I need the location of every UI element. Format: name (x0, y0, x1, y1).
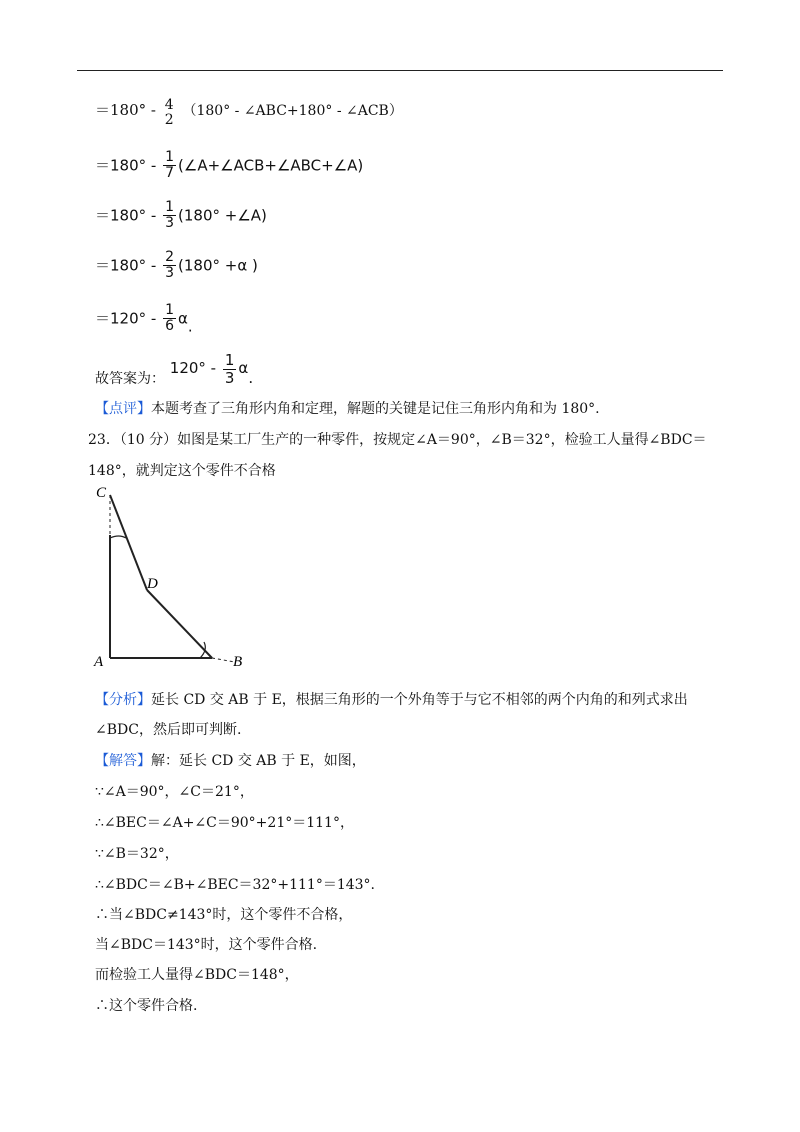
fraction-numerator: 1 (165, 199, 175, 215)
fraction-numerator: 1 (165, 149, 175, 165)
step-rest: α (178, 309, 188, 328)
step-1 (95, 98, 403, 129)
header-rule (77, 70, 723, 71)
fraction (163, 303, 176, 335)
step-lead: 180° - (110, 101, 156, 119)
step-lead: 180° - (110, 156, 157, 175)
solution-line-9: ∴这个零件合格. (95, 998, 198, 1014)
fraction (163, 150, 176, 182)
problem-text-1: 如图是某工厂生产的一种零件，按规定∠A＝90°，∠B＝32°，检验工人量得∠BDC＝ (177, 432, 707, 448)
answer-rest: α (238, 359, 249, 377)
analysis-line-1 (95, 689, 688, 709)
label-c: C (96, 485, 107, 501)
step-2 (95, 150, 363, 182)
fraction-denominator: 6 (165, 318, 175, 335)
angle-arc-b (200, 642, 205, 658)
answer-label: 故答案为： (95, 371, 165, 387)
analysis-tag: 【分析】 (95, 692, 151, 708)
fraction-numerator: 1 (165, 302, 175, 318)
equals-sign: ＝ (95, 156, 111, 175)
fraction (163, 250, 176, 282)
fraction-denominator: 3 (165, 265, 175, 282)
extension-dashed-b (212, 658, 235, 662)
solution-line-5: ∴∠BDC＝∠B+∠BEC＝32°+111°＝143°. (95, 877, 375, 893)
solution-line-1 (95, 750, 366, 770)
segment-db (147, 590, 212, 658)
problem-text-2: 148°，就判定这个零件不合格 (88, 463, 276, 479)
fraction-numerator: 4 (164, 97, 174, 113)
fraction-denominator: 3 (224, 368, 235, 387)
fraction-denominator: 7 (165, 165, 175, 182)
equals-sign: ＝ (95, 256, 111, 275)
problem-score: （10 分） (119, 432, 178, 448)
fraction-denominator: 3 (165, 215, 175, 232)
label-d: D (147, 576, 158, 592)
step-rest: (180° +∠A) (178, 206, 267, 225)
solution-line-6: ∴当∠BDC≠143°时，这个零件不合格， (95, 907, 353, 923)
step-rest: (180° +α ) (178, 256, 258, 275)
comment-text: 本题考查了三角形内角和定理，解题的关键是记住三角形内角和为 180°. (151, 401, 600, 417)
equals-sign: ＝ (95, 309, 111, 328)
problem-line-2 (88, 460, 276, 480)
comment-tag: 【点评】 (95, 401, 151, 417)
step-rest: （180° - ∠ABC+180° - ∠ACB） (182, 103, 403, 119)
problem-number: 23． (88, 432, 120, 448)
label-a: A (94, 654, 104, 670)
solution-line-3: ∴∠BEC＝∠A+∠C＝90°+21°＝111°， (95, 815, 354, 831)
label-b: B (233, 654, 243, 670)
solution-tag: 【解答】 (95, 753, 151, 769)
step-4 (95, 250, 258, 282)
solution-line-4: ∵∠B＝32°， (95, 846, 179, 862)
answer-lead: 120° - (169, 359, 217, 377)
step-lead: 180° - (110, 206, 157, 225)
fraction-numerator: 2 (165, 249, 175, 265)
analysis-line-2 (95, 719, 241, 739)
fraction (163, 98, 176, 129)
equals-sign: ＝ (95, 206, 111, 225)
solution-text: 解：延长 CD 交 AB 于 E，如图， (151, 753, 366, 769)
step-3 (95, 200, 267, 232)
step-lead: 180° - (110, 256, 157, 275)
step-tail: . (187, 317, 193, 336)
equals-sign: ＝ (95, 101, 111, 119)
solution-line-8: 而检验工人量得∠BDC＝148°， (95, 967, 299, 983)
fraction-numerator: 1 (224, 351, 235, 369)
problem-line-1 (88, 429, 707, 449)
step-rest: (∠A+∠ACB+∠ABC+∠A) (178, 156, 364, 175)
fraction (163, 200, 176, 232)
triangle-figure (90, 480, 260, 670)
analysis-text-1: 延长 CD 交 AB 于 E，根据三角形的一个外角等于与它不相邻的两个内角的和列式求出 (151, 692, 688, 708)
analysis-text-2: ∠BDC，然后即可判断. (95, 722, 242, 738)
segment-cd (110, 495, 147, 590)
comment-line (95, 398, 600, 418)
step-lead: 120° - (110, 309, 157, 328)
fraction (223, 352, 237, 386)
solution-line-2: ∵∠A＝90°，∠C＝21°， (95, 784, 254, 800)
answer-tail: . (248, 369, 254, 387)
angle-arc-c (110, 536, 126, 538)
answer-line (95, 352, 253, 388)
solution-line-7: 当∠BDC＝143°时，这个零件合格. (95, 937, 318, 953)
step-5 (95, 303, 193, 335)
fraction-denominator: 2 (164, 112, 174, 129)
